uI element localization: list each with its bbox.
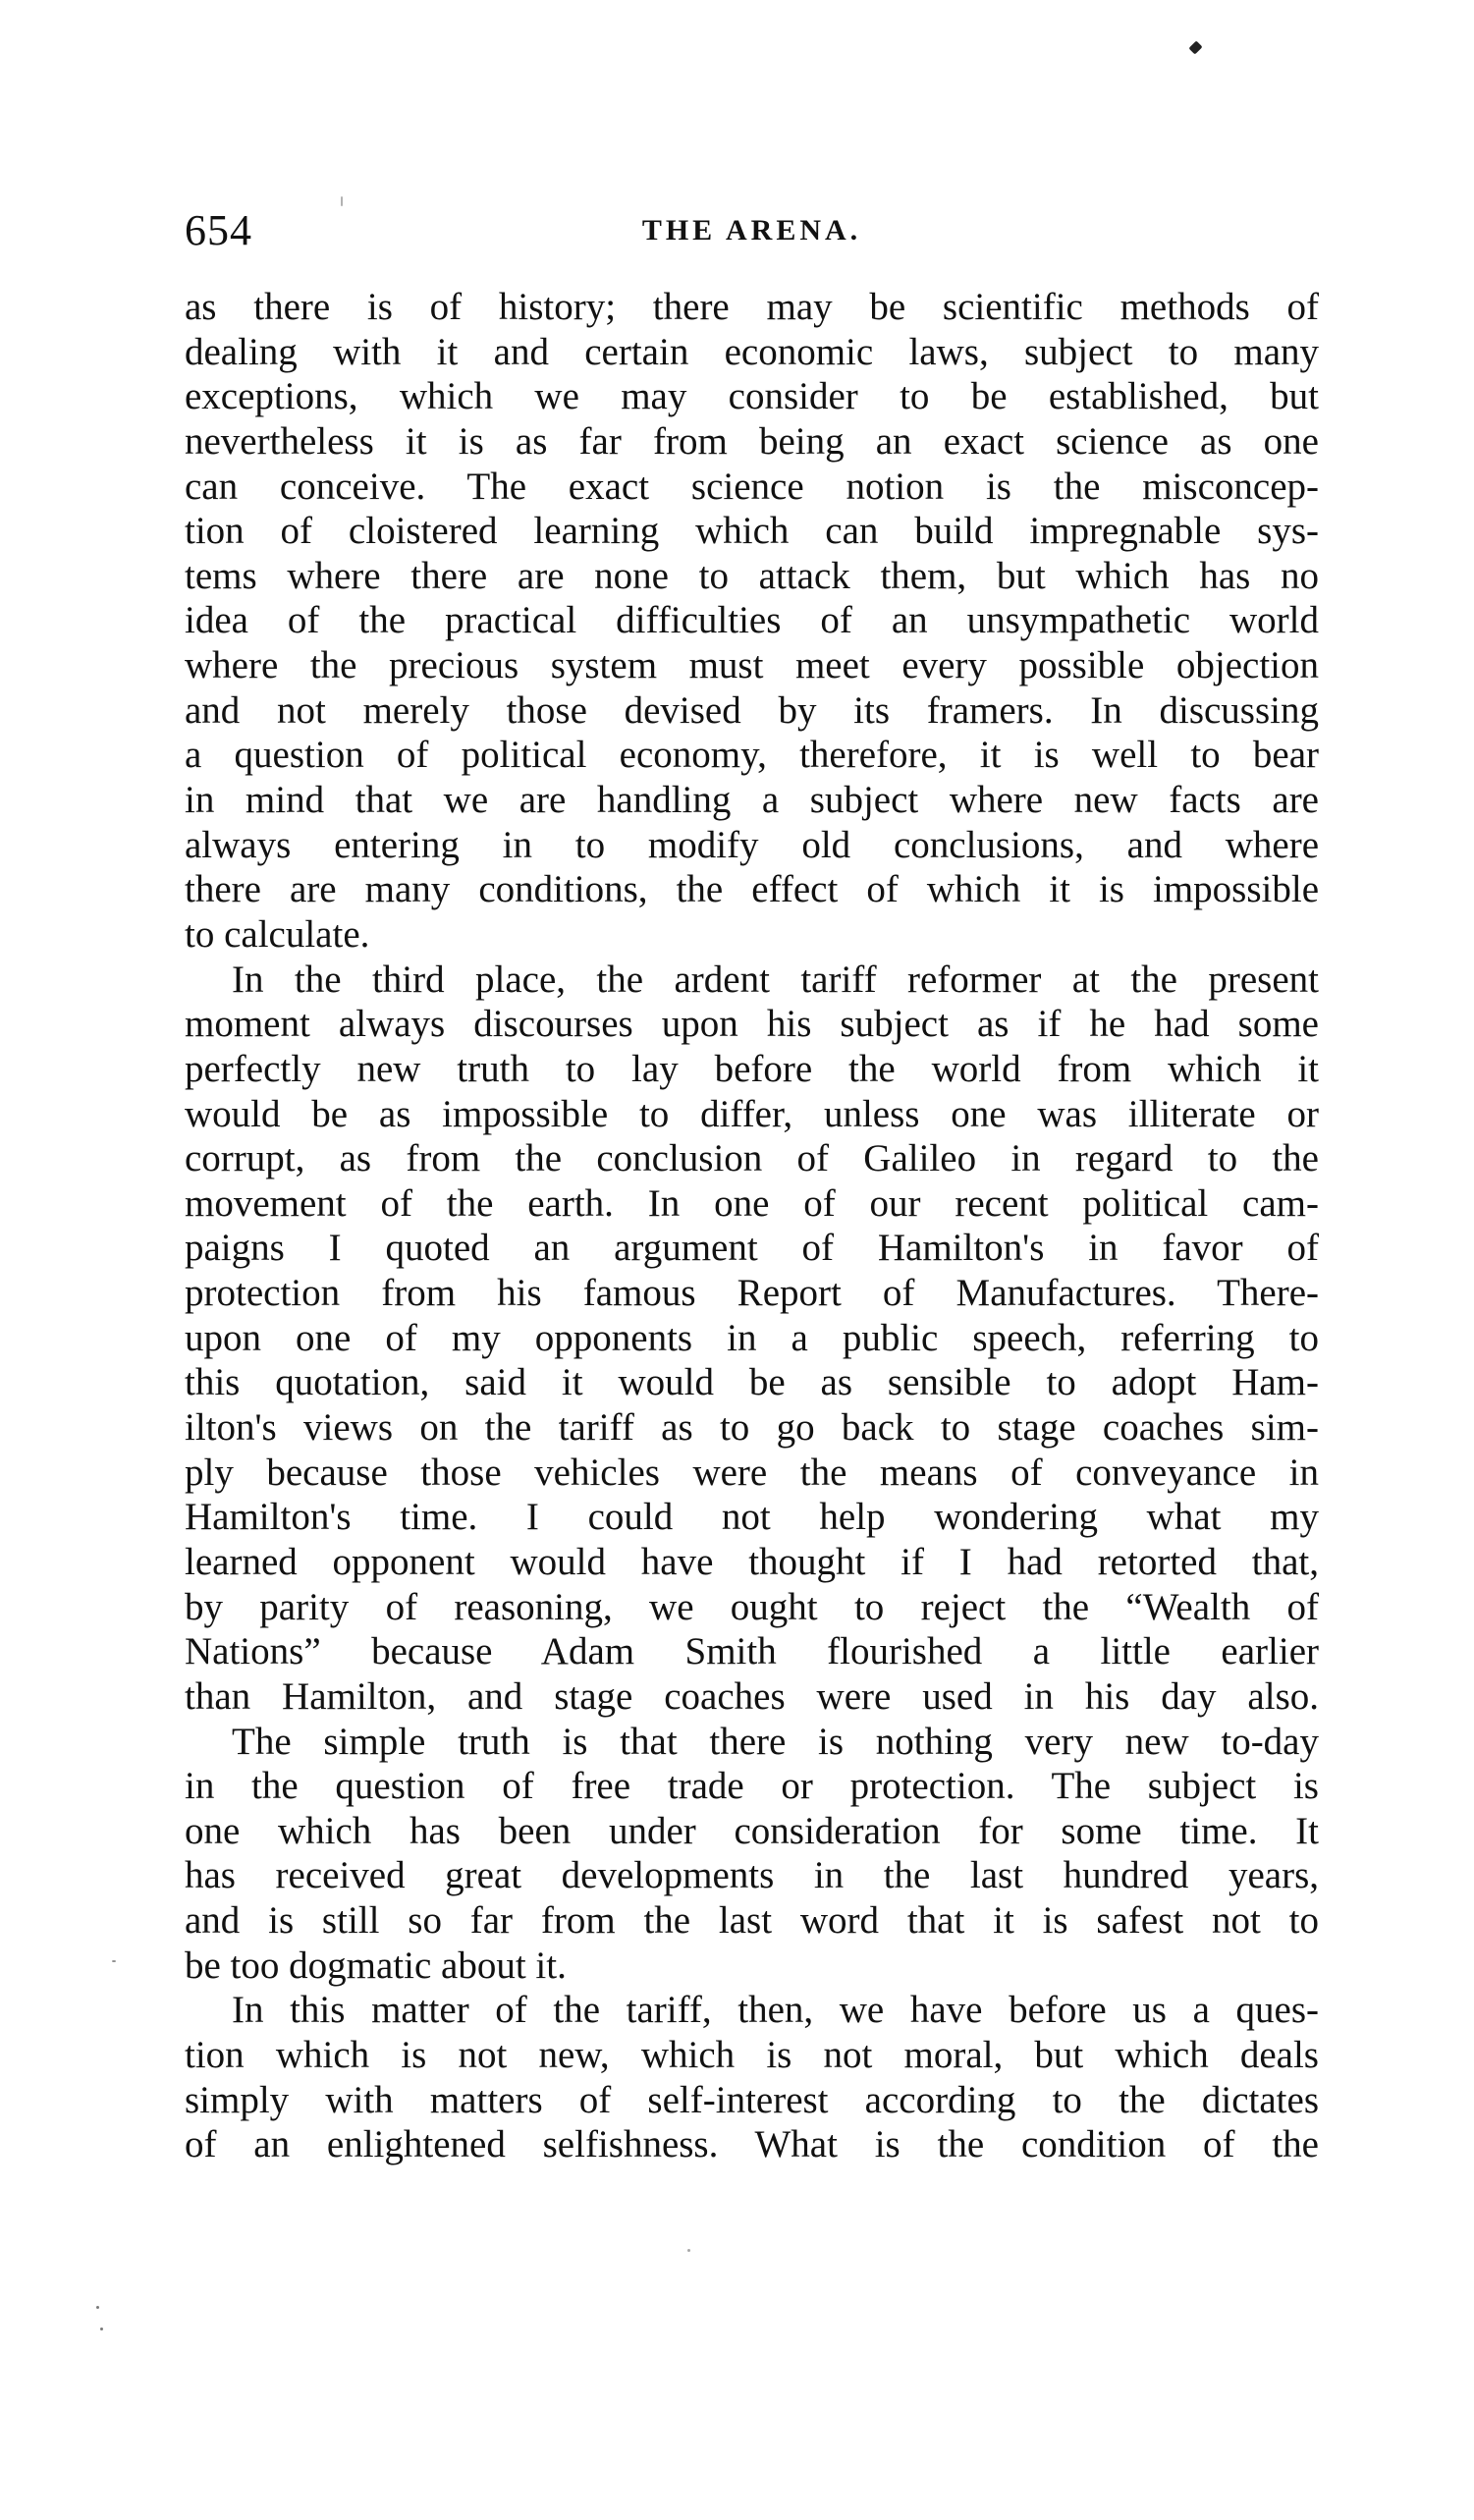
text-line: can conceive. The exact science notion is the misconcep- [185, 465, 1319, 508]
journal-title: THE ARENA. [641, 214, 862, 247]
text-line: where the precious system must meet every possible objection [185, 644, 1319, 687]
text-line: In this matter of the tariff, then, we have before us a ques- [232, 1989, 1319, 2032]
text-line: there are many conditions, the effect of which it is impossible [185, 868, 1319, 911]
text-line: tion which is not new, which is not moral, but which deals [185, 2033, 1319, 2076]
printer-mark [1188, 40, 1202, 54]
text-line: to calculate. [185, 912, 370, 956]
text-line: in the question of free trade or protection. The subject is [185, 1765, 1319, 1808]
text-line: of an enlightened selfishness. What is the condition of the [185, 2123, 1319, 2166]
text-line: by parity of reasoning, we ought to reject the “Wealth of [185, 1585, 1319, 1628]
text-line: Nations” because Adam Smith flourished a little earlier [185, 1630, 1319, 1673]
text-line: dealing with it and certain economic laws, subject to many [185, 330, 1319, 373]
text-line: a question of political economy, therefore, it is well to bear [185, 734, 1319, 777]
text-line: ply because those vehicles were the means of conveyance in [185, 1451, 1319, 1494]
text-line: and not merely those devised by its framers. In discussing [185, 688, 1319, 732]
text-line: perfectly new truth to lay before the world from which it [185, 1047, 1319, 1090]
speck [112, 1960, 116, 1962]
speck [100, 2328, 103, 2330]
text-line: paigns I quoted an argument of Hamilton's in favor of [185, 1227, 1319, 1270]
text-line: exceptions, which we may consider to be established, but [185, 375, 1319, 418]
text-line: ilton's views on the tariff as to go back to stage coaches sim- [185, 1406, 1319, 1450]
text-line: movement of the earth. In one of our recent political cam- [185, 1181, 1319, 1225]
speck [687, 2249, 690, 2252]
text-line: simply with matters of self-interest according to the dictates [185, 2078, 1319, 2121]
body-text [185, 285, 1319, 2167]
text-line: learned opponent would have thought if I had retorted that, [185, 1540, 1319, 1583]
text-line: moment always discourses upon his subject as if he had some [185, 1003, 1319, 1046]
speck [96, 2306, 99, 2309]
text-line: In the third place, the ardent tariff reformer at the present [232, 958, 1319, 1001]
text-line: this quotation, said it would be as sensible to adopt Ham- [185, 1361, 1319, 1404]
text-line: in mind that we are handling a subject where new facts are [185, 779, 1319, 822]
text-line: be too dogmatic about it. [185, 1944, 567, 1987]
text-line: than Hamilton, and stage coaches were used in his day also. [185, 1674, 1319, 1718]
text-line: Hamilton's time. I could not help wondering what my [185, 1496, 1319, 1539]
text-line: tion of cloistered learning which can build impregnable sys- [185, 510, 1319, 553]
text-line: always entering in to modify old conclusions, and where [185, 823, 1319, 866]
text-line: has received great developments in the last hundred years, [185, 1854, 1319, 1897]
text-line: tems where there are none to attack them, but which has no [185, 554, 1319, 597]
text-line: and is still so far from the last word that it is safest not to [185, 1899, 1319, 1943]
text-line: protection from his famous Report of Manufactures. There- [185, 1272, 1319, 1315]
text-line: corrupt, as from the conclusion of Galileo in regard to the [185, 1137, 1319, 1180]
text-line: idea of the practical difficulties of an unsympathetic world [185, 599, 1319, 642]
page-number: 654 [185, 206, 252, 254]
text-line: The simple truth is that there is nothing very new to-day [232, 1720, 1319, 1763]
text-line: upon one of my opponents in a public speech, referring to [185, 1316, 1319, 1359]
text-line: as there is of history; there may be scientific methods of [185, 286, 1319, 328]
text-line: nevertheless it is as far from being an exact science as one [185, 419, 1319, 463]
text-line: one which has been under consideration for some time. It [185, 1809, 1319, 1852]
running-head [185, 201, 1319, 260]
text-line: would be as impossible to differ, unless one was illiterate or [185, 1092, 1319, 1135]
